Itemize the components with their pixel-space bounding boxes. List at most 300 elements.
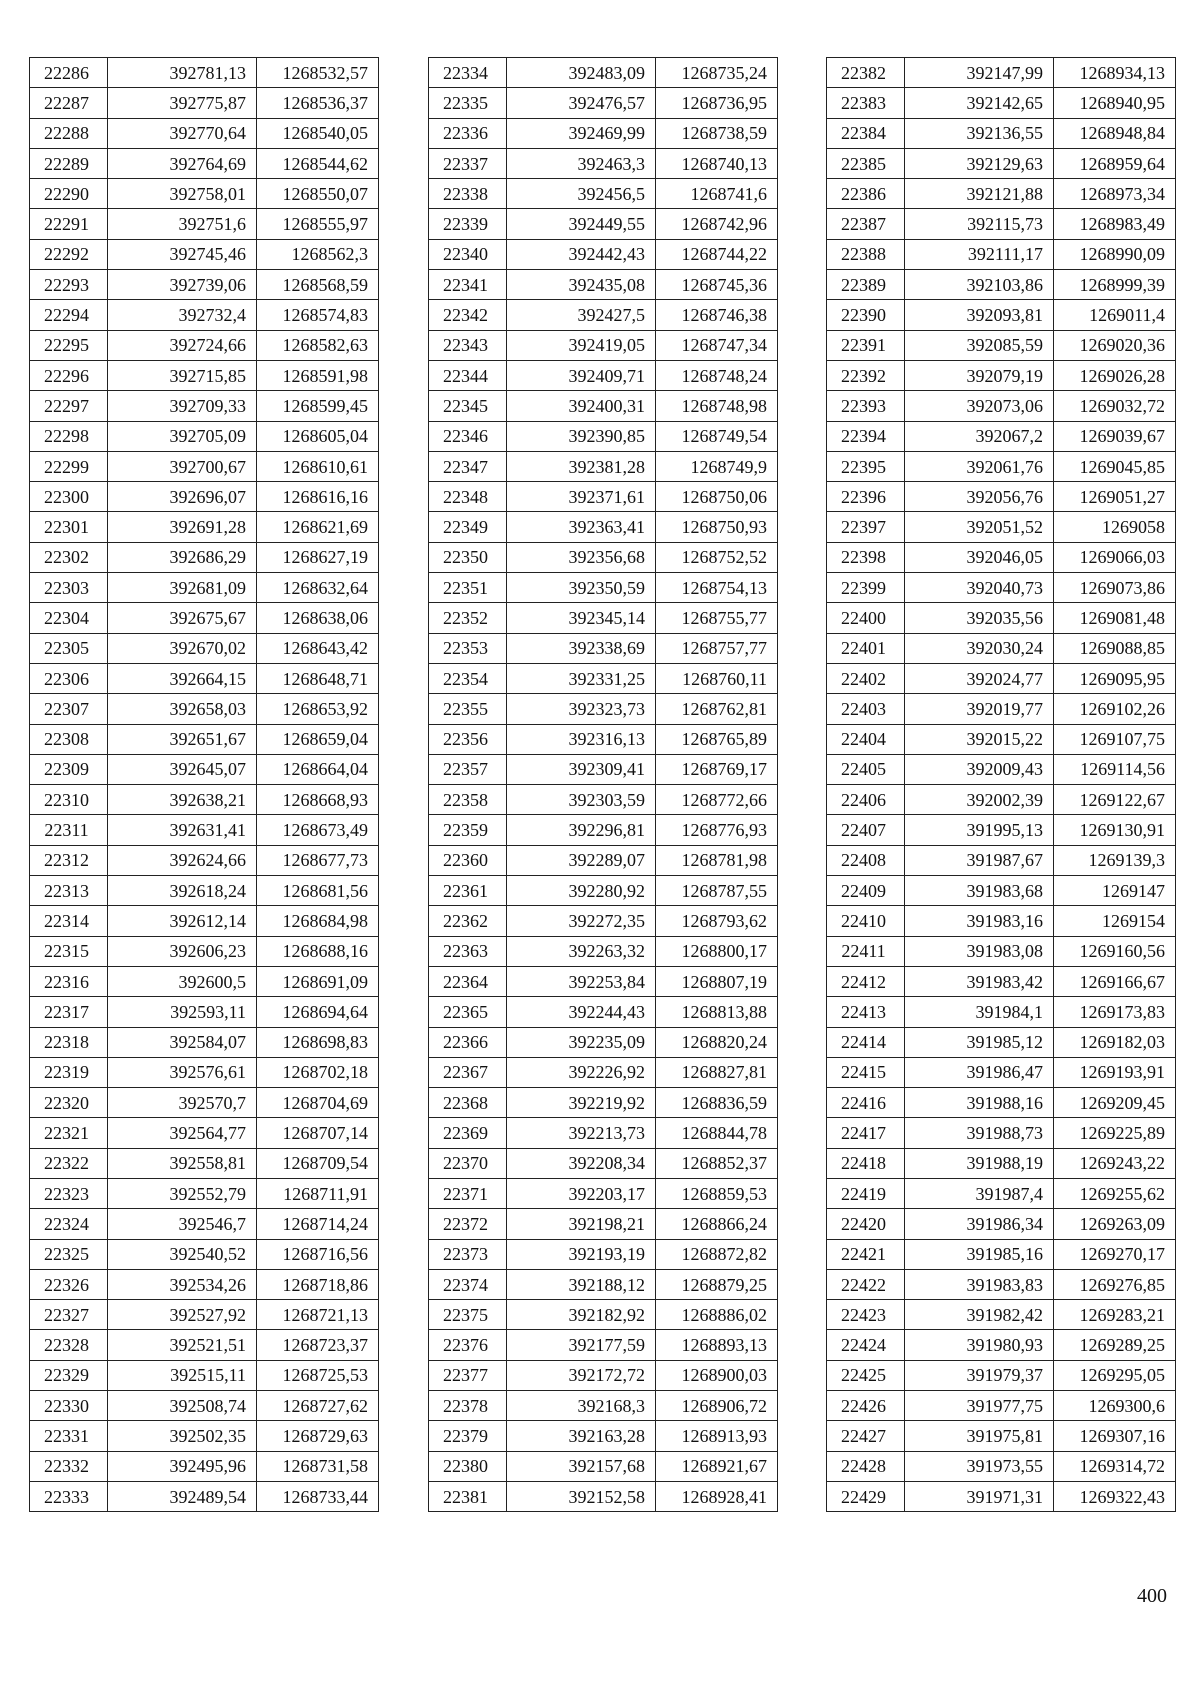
- point-id-cell: 22408: [827, 845, 905, 875]
- table-row: [30, 360, 379, 390]
- x-coordinate-cell: 392296,81: [507, 815, 656, 845]
- x-coordinate-cell: 391995,13: [905, 815, 1054, 845]
- table-row: [827, 573, 1176, 603]
- y-coordinate-cell: 1269102,26: [1054, 694, 1176, 724]
- point-id-cell: 22402: [827, 663, 905, 693]
- point-id-cell: 22420: [827, 1209, 905, 1239]
- point-id-cell: 22400: [827, 603, 905, 633]
- table-row: [827, 1330, 1176, 1360]
- table-row: [429, 542, 778, 572]
- point-id-cell: 22361: [429, 876, 507, 906]
- table-row: [30, 1178, 379, 1208]
- y-coordinate-cell: 1269307,16: [1054, 1421, 1176, 1451]
- x-coordinate-cell: 391977,75: [905, 1391, 1054, 1421]
- table-row: [827, 58, 1176, 88]
- point-id-cell: 22354: [429, 663, 507, 693]
- y-coordinate-cell: 1268906,72: [656, 1391, 778, 1421]
- table-row: [827, 603, 1176, 633]
- point-id-cell: 22293: [30, 270, 108, 300]
- table-row: [827, 1269, 1176, 1299]
- table-row: [827, 754, 1176, 784]
- table-row: [827, 663, 1176, 693]
- point-id-cell: 22357: [429, 754, 507, 784]
- point-id-cell: 22314: [30, 906, 108, 936]
- table-row: [30, 1481, 379, 1511]
- y-coordinate-cell: 1269051,27: [1054, 482, 1176, 512]
- y-coordinate-cell: 1268879,25: [656, 1269, 778, 1299]
- x-coordinate-cell: 392540,52: [108, 1239, 257, 1269]
- y-coordinate-cell: 1268990,09: [1054, 239, 1176, 269]
- x-coordinate-cell: 392495,96: [108, 1451, 257, 1481]
- x-coordinate-cell: 391980,93: [905, 1330, 1054, 1360]
- table-row: [30, 270, 379, 300]
- x-coordinate-cell: 392235,09: [507, 1027, 656, 1057]
- x-coordinate-cell: 392664,15: [108, 663, 257, 693]
- point-id-cell: 22380: [429, 1451, 507, 1481]
- x-coordinate-cell: 392686,29: [108, 542, 257, 572]
- y-coordinate-cell: 1268742,96: [656, 209, 778, 239]
- table-row: [429, 754, 778, 784]
- y-coordinate-cell: 1268859,53: [656, 1178, 778, 1208]
- x-coordinate-cell: 392463,3: [507, 148, 656, 178]
- x-coordinate-cell: 392409,71: [507, 360, 656, 390]
- x-coordinate-cell: 392751,6: [108, 209, 257, 239]
- table-row: [827, 360, 1176, 390]
- table-row: [429, 209, 778, 239]
- y-coordinate-cell: 1268735,24: [656, 58, 778, 88]
- y-coordinate-cell: 1268872,82: [656, 1239, 778, 1269]
- x-coordinate-cell: 392745,46: [108, 239, 257, 269]
- y-coordinate-cell: 1269032,72: [1054, 391, 1176, 421]
- table-row: [30, 936, 379, 966]
- point-id-cell: 22374: [429, 1269, 507, 1299]
- table-row: [30, 179, 379, 209]
- point-id-cell: 22311: [30, 815, 108, 845]
- point-id-cell: 22335: [429, 88, 507, 118]
- y-coordinate-cell: 1268750,06: [656, 482, 778, 512]
- x-coordinate-cell: 392198,21: [507, 1209, 656, 1239]
- y-coordinate-cell: 1268591,98: [257, 360, 379, 390]
- y-coordinate-cell: 1268807,19: [656, 966, 778, 996]
- y-coordinate-cell: 1268638,06: [257, 603, 379, 633]
- point-id-cell: 22387: [827, 209, 905, 239]
- y-coordinate-cell: 1268893,13: [656, 1330, 778, 1360]
- point-id-cell: 22388: [827, 239, 905, 269]
- y-coordinate-cell: 1269322,43: [1054, 1481, 1176, 1511]
- x-coordinate-cell: 391983,68: [905, 876, 1054, 906]
- y-coordinate-cell: 1268677,73: [257, 845, 379, 875]
- y-coordinate-cell: 1268721,13: [257, 1300, 379, 1330]
- table-row: [429, 118, 778, 148]
- x-coordinate-cell: 392552,79: [108, 1178, 257, 1208]
- point-id-cell: 22364: [429, 966, 507, 996]
- x-coordinate-cell: 392546,7: [108, 1209, 257, 1239]
- table-row: [30, 663, 379, 693]
- x-coordinate-cell: 391971,31: [905, 1481, 1054, 1511]
- point-id-cell: 22418: [827, 1148, 905, 1178]
- table-row: [30, 997, 379, 1027]
- y-coordinate-cell: 1269020,36: [1054, 330, 1176, 360]
- table-row: [429, 1178, 778, 1208]
- table-row: [30, 1391, 379, 1421]
- point-id-cell: 22404: [827, 724, 905, 754]
- y-coordinate-cell: 1268983,49: [1054, 209, 1176, 239]
- table-row: [429, 966, 778, 996]
- y-coordinate-cell: 1268605,04: [257, 421, 379, 451]
- x-coordinate-cell: 392638,21: [108, 785, 257, 815]
- x-coordinate-cell: 392345,14: [507, 603, 656, 633]
- point-id-cell: 22325: [30, 1239, 108, 1269]
- point-id-cell: 22358: [429, 785, 507, 815]
- point-id-cell: 22427: [827, 1421, 905, 1451]
- y-coordinate-cell: 1268731,58: [257, 1451, 379, 1481]
- x-coordinate-cell: 392188,12: [507, 1269, 656, 1299]
- table-row: [30, 542, 379, 572]
- point-id-cell: 22313: [30, 876, 108, 906]
- x-coordinate-cell: 392419,05: [507, 330, 656, 360]
- y-coordinate-cell: 1269289,25: [1054, 1330, 1176, 1360]
- y-coordinate-cell: 1269122,67: [1054, 785, 1176, 815]
- y-coordinate-cell: 1269209,45: [1054, 1088, 1176, 1118]
- x-coordinate-cell: 392758,01: [108, 179, 257, 209]
- point-id-cell: 22317: [30, 997, 108, 1027]
- y-coordinate-cell: 1268836,59: [656, 1088, 778, 1118]
- point-id-cell: 22318: [30, 1027, 108, 1057]
- y-coordinate-cell: 1268648,71: [257, 663, 379, 693]
- y-coordinate-cell: 1268729,63: [257, 1421, 379, 1451]
- table-row: [30, 1088, 379, 1118]
- point-id-cell: 22365: [429, 997, 507, 1027]
- x-coordinate-cell: 392024,77: [905, 663, 1054, 693]
- page-number: 400: [1137, 1585, 1167, 1607]
- point-id-cell: 22303: [30, 573, 108, 603]
- x-coordinate-cell: 392168,3: [507, 1391, 656, 1421]
- y-coordinate-cell: 1269255,62: [1054, 1178, 1176, 1208]
- x-coordinate-cell: 392129,63: [905, 148, 1054, 178]
- y-coordinate-cell: 1268940,95: [1054, 88, 1176, 118]
- y-coordinate-cell: 1268744,22: [656, 239, 778, 269]
- x-coordinate-cell: 392564,77: [108, 1118, 257, 1148]
- table-row: [30, 239, 379, 269]
- x-coordinate-cell: 392136,55: [905, 118, 1054, 148]
- y-coordinate-cell: 1268948,84: [1054, 118, 1176, 148]
- y-coordinate-cell: 1269160,56: [1054, 936, 1176, 966]
- y-coordinate-cell: 1268754,13: [656, 573, 778, 603]
- table-row: [429, 1300, 778, 1330]
- table-row: [30, 1421, 379, 1451]
- x-coordinate-cell: 391985,12: [905, 1027, 1054, 1057]
- point-id-cell: 22377: [429, 1360, 507, 1390]
- y-coordinate-cell: 1268668,93: [257, 785, 379, 815]
- table-row: [429, 663, 778, 693]
- y-coordinate-cell: 1268921,67: [656, 1451, 778, 1481]
- table-row: [429, 573, 778, 603]
- y-coordinate-cell: 1269107,75: [1054, 724, 1176, 754]
- point-id-cell: 22294: [30, 300, 108, 330]
- y-coordinate-cell: 1269011,4: [1054, 300, 1176, 330]
- table-row: [827, 1300, 1176, 1330]
- y-coordinate-cell: 1269114,56: [1054, 754, 1176, 784]
- y-coordinate-cell: 1268813,88: [656, 997, 778, 1027]
- point-id-cell: 22343: [429, 330, 507, 360]
- table-row: [429, 633, 778, 663]
- y-coordinate-cell: 1268532,57: [257, 58, 379, 88]
- x-coordinate-cell: 392502,35: [108, 1421, 257, 1451]
- y-coordinate-cell: 1268749,9: [656, 451, 778, 481]
- table-row: [30, 1300, 379, 1330]
- x-coordinate-cell: 392527,92: [108, 1300, 257, 1330]
- table-row: [429, 300, 778, 330]
- point-id-cell: 22366: [429, 1027, 507, 1057]
- point-id-cell: 22356: [429, 724, 507, 754]
- y-coordinate-cell: 1268711,91: [257, 1178, 379, 1208]
- table-row: [429, 906, 778, 936]
- x-coordinate-cell: 391983,83: [905, 1269, 1054, 1299]
- y-coordinate-cell: 1269193,91: [1054, 1057, 1176, 1087]
- table-row: [429, 1330, 778, 1360]
- table-row: [30, 118, 379, 148]
- y-coordinate-cell: 1268653,92: [257, 694, 379, 724]
- x-coordinate-cell: 392651,67: [108, 724, 257, 754]
- y-coordinate-cell: 1268574,83: [257, 300, 379, 330]
- point-id-cell: 22328: [30, 1330, 108, 1360]
- point-id-cell: 22395: [827, 451, 905, 481]
- y-coordinate-cell: 1268886,02: [656, 1300, 778, 1330]
- x-coordinate-cell: 392521,51: [108, 1330, 257, 1360]
- y-coordinate-cell: 1268718,86: [257, 1269, 379, 1299]
- y-coordinate-cell: 1268621,69: [257, 512, 379, 542]
- y-coordinate-cell: 1268733,44: [257, 1481, 379, 1511]
- point-id-cell: 22336: [429, 118, 507, 148]
- y-coordinate-cell: 1269300,6: [1054, 1391, 1176, 1421]
- y-coordinate-cell: 1268738,59: [656, 118, 778, 148]
- x-coordinate-cell: 392645,07: [108, 754, 257, 784]
- point-id-cell: 22307: [30, 694, 108, 724]
- point-id-cell: 22390: [827, 300, 905, 330]
- y-coordinate-cell: 1268599,45: [257, 391, 379, 421]
- point-id-cell: 22399: [827, 573, 905, 603]
- point-id-cell: 22413: [827, 997, 905, 1027]
- x-coordinate-cell: 392289,07: [507, 845, 656, 875]
- x-coordinate-cell: 392163,28: [507, 1421, 656, 1451]
- x-coordinate-cell: 392775,87: [108, 88, 257, 118]
- y-coordinate-cell: 1268765,89: [656, 724, 778, 754]
- y-coordinate-cell: 1268748,98: [656, 391, 778, 421]
- x-coordinate-cell: 392427,5: [507, 300, 656, 330]
- y-coordinate-cell: 1268844,78: [656, 1118, 778, 1148]
- x-coordinate-cell: 392147,99: [905, 58, 1054, 88]
- point-id-cell: 22398: [827, 542, 905, 572]
- point-id-cell: 22310: [30, 785, 108, 815]
- y-coordinate-cell: 1268691,09: [257, 966, 379, 996]
- point-id-cell: 22287: [30, 88, 108, 118]
- x-coordinate-cell: 392030,24: [905, 633, 1054, 663]
- x-coordinate-cell: 392040,73: [905, 573, 1054, 603]
- x-coordinate-cell: 392303,59: [507, 785, 656, 815]
- table-row: [429, 1451, 778, 1481]
- point-id-cell: 22375: [429, 1300, 507, 1330]
- y-coordinate-cell: 1269088,85: [1054, 633, 1176, 663]
- y-coordinate-cell: 1268747,34: [656, 330, 778, 360]
- table-row: [429, 1269, 778, 1299]
- x-coordinate-cell: 392515,11: [108, 1360, 257, 1390]
- table-row: [429, 239, 778, 269]
- point-id-cell: 22350: [429, 542, 507, 572]
- x-coordinate-cell: 392449,55: [507, 209, 656, 239]
- table-row: [827, 1209, 1176, 1239]
- point-id-cell: 22355: [429, 694, 507, 724]
- table-row: [429, 421, 778, 451]
- table-row: [827, 482, 1176, 512]
- point-id-cell: 22299: [30, 451, 108, 481]
- x-coordinate-cell: 391983,16: [905, 906, 1054, 936]
- point-id-cell: 22298: [30, 421, 108, 451]
- point-id-cell: 22353: [429, 633, 507, 663]
- x-coordinate-cell: 392061,76: [905, 451, 1054, 481]
- point-id-cell: 22370: [429, 1148, 507, 1178]
- x-coordinate-cell: 392208,34: [507, 1148, 656, 1178]
- x-coordinate-cell: 392203,17: [507, 1178, 656, 1208]
- point-id-cell: 22334: [429, 58, 507, 88]
- x-coordinate-cell: 392618,24: [108, 876, 257, 906]
- x-coordinate-cell: 391975,81: [905, 1421, 1054, 1451]
- point-id-cell: 22332: [30, 1451, 108, 1481]
- y-coordinate-cell: 1268664,04: [257, 754, 379, 784]
- y-coordinate-cell: 1269095,95: [1054, 663, 1176, 693]
- table-row: [827, 118, 1176, 148]
- point-id-cell: 22379: [429, 1421, 507, 1451]
- table-row: [30, 1209, 379, 1239]
- x-coordinate-cell: 392079,19: [905, 360, 1054, 390]
- y-coordinate-cell: 1268727,62: [257, 1391, 379, 1421]
- point-id-cell: 22383: [827, 88, 905, 118]
- y-coordinate-cell: 1268959,64: [1054, 148, 1176, 178]
- x-coordinate-cell: 391987,4: [905, 1178, 1054, 1208]
- y-coordinate-cell: 1268762,81: [656, 694, 778, 724]
- x-coordinate-cell: 392593,11: [108, 997, 257, 1027]
- y-coordinate-cell: 1268820,24: [656, 1027, 778, 1057]
- table-row: [827, 1360, 1176, 1390]
- point-id-cell: 22415: [827, 1057, 905, 1087]
- x-coordinate-cell: 392508,74: [108, 1391, 257, 1421]
- table-row: [827, 997, 1176, 1027]
- y-coordinate-cell: 1268752,52: [656, 542, 778, 572]
- x-coordinate-cell: 392681,09: [108, 573, 257, 603]
- x-coordinate-cell: 392051,52: [905, 512, 1054, 542]
- table-row: [30, 482, 379, 512]
- table-row: [429, 997, 778, 1027]
- x-coordinate-cell: 392715,85: [108, 360, 257, 390]
- table-row: [429, 1057, 778, 1087]
- point-id-cell: 22352: [429, 603, 507, 633]
- y-coordinate-cell: 1268741,6: [656, 179, 778, 209]
- point-id-cell: 22341: [429, 270, 507, 300]
- table-row: [827, 1421, 1176, 1451]
- point-id-cell: 22301: [30, 512, 108, 542]
- point-id-cell: 22425: [827, 1360, 905, 1390]
- table-row: [827, 936, 1176, 966]
- x-coordinate-cell: 392193,19: [507, 1239, 656, 1269]
- point-id-cell: 22393: [827, 391, 905, 421]
- point-id-cell: 22295: [30, 330, 108, 360]
- table-row: [30, 58, 379, 88]
- y-coordinate-cell: 1268702,18: [257, 1057, 379, 1087]
- point-id-cell: 22315: [30, 936, 108, 966]
- point-id-cell: 22389: [827, 270, 905, 300]
- y-coordinate-cell: 1269295,05: [1054, 1360, 1176, 1390]
- point-id-cell: 22423: [827, 1300, 905, 1330]
- table-row: [429, 179, 778, 209]
- table-row: [827, 906, 1176, 936]
- point-id-cell: 22344: [429, 360, 507, 390]
- table-row: [827, 300, 1176, 330]
- table-row: [429, 1209, 778, 1239]
- x-coordinate-cell: 391973,55: [905, 1451, 1054, 1481]
- table-row: [827, 724, 1176, 754]
- table-row: [30, 391, 379, 421]
- table-row: [30, 1330, 379, 1360]
- x-coordinate-cell: 391987,67: [905, 845, 1054, 875]
- y-coordinate-cell: 1268736,95: [656, 88, 778, 118]
- x-coordinate-cell: 392624,66: [108, 845, 257, 875]
- y-coordinate-cell: 1268716,56: [257, 1239, 379, 1269]
- point-id-cell: 22319: [30, 1057, 108, 1087]
- y-coordinate-cell: 1268827,81: [656, 1057, 778, 1087]
- table-row: [30, 1118, 379, 1148]
- point-id-cell: 22342: [429, 300, 507, 330]
- y-coordinate-cell: 1268748,24: [656, 360, 778, 390]
- table-row: [827, 1118, 1176, 1148]
- point-id-cell: 22378: [429, 1391, 507, 1421]
- point-id-cell: 22369: [429, 1118, 507, 1148]
- x-coordinate-cell: 392338,69: [507, 633, 656, 663]
- x-coordinate-cell: 392584,07: [108, 1027, 257, 1057]
- point-id-cell: 22320: [30, 1088, 108, 1118]
- y-coordinate-cell: 1268852,37: [656, 1148, 778, 1178]
- point-id-cell: 22359: [429, 815, 507, 845]
- table-row: [429, 724, 778, 754]
- x-coordinate-cell: 392121,88: [905, 179, 1054, 209]
- point-id-cell: 22304: [30, 603, 108, 633]
- x-coordinate-cell: 392476,57: [507, 88, 656, 118]
- table-row: [30, 603, 379, 633]
- table-row: [30, 754, 379, 784]
- point-id-cell: 22409: [827, 876, 905, 906]
- y-coordinate-cell: 1268610,61: [257, 451, 379, 481]
- x-coordinate-cell: 392400,31: [507, 391, 656, 421]
- point-id-cell: 22333: [30, 1481, 108, 1511]
- x-coordinate-cell: 392724,66: [108, 330, 257, 360]
- point-id-cell: 22421: [827, 1239, 905, 1269]
- x-coordinate-cell: 392244,43: [507, 997, 656, 1027]
- y-coordinate-cell: 1268750,93: [656, 512, 778, 542]
- x-coordinate-cell: 392700,67: [108, 451, 257, 481]
- point-id-cell: 22382: [827, 58, 905, 88]
- table-row: [827, 694, 1176, 724]
- point-id-cell: 22416: [827, 1088, 905, 1118]
- x-coordinate-cell: 392675,67: [108, 603, 257, 633]
- table-row: [30, 1269, 379, 1299]
- point-id-cell: 22326: [30, 1269, 108, 1299]
- x-coordinate-cell: 392558,81: [108, 1148, 257, 1178]
- point-id-cell: 22405: [827, 754, 905, 784]
- x-coordinate-cell: 392670,02: [108, 633, 257, 663]
- point-id-cell: 22367: [429, 1057, 507, 1087]
- x-coordinate-cell: 392331,25: [507, 663, 656, 693]
- x-coordinate-cell: 392316,13: [507, 724, 656, 754]
- table-row: [429, 1421, 778, 1451]
- y-coordinate-cell: 1268725,53: [257, 1360, 379, 1390]
